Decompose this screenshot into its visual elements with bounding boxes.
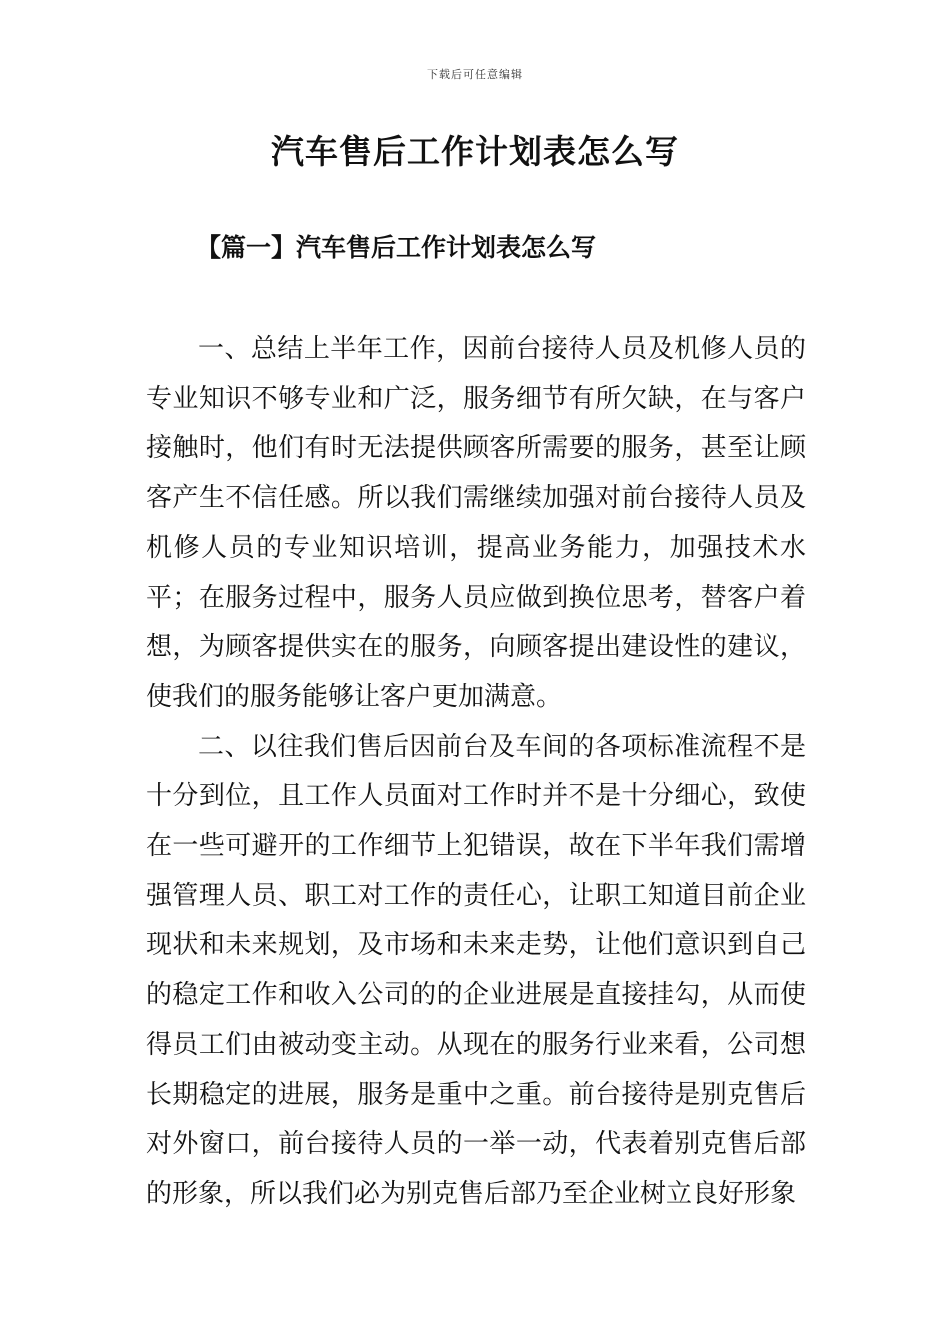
paragraph-2: 二、以往我们售后因前台及车间的各项标准流程不是十分到位，且工作人员面对工作时并不是十分细心，致使在一些可避开的工作细节上犯错误，故在下半年我们需增强管理人员、职工对工作的责任心，让职工知道目前企业现状和未来规划，及市场和未来走势，让他们意识到自己的稳定工作和收入公司的的企业进展是直接挂勾，从而使得员工们由被动变主动。从现在的服务行业来看，公司想长期稳定的进展，服务是重中之重。前台接待是别克售后对外窗口，前台接待人员的一举一动，代表着别克售后部的形象，所以我们必为别克售后部乃至企业树立良好形象 [146, 731, 806, 1209]
document-title: 汽车售后工作计划表怎么写 [271, 132, 679, 171]
section-heading: 【篇一】汽车售后工作计划表怎么写 [196, 233, 597, 262]
header-note: 下载后可任意编辑 [427, 68, 523, 81]
paragraph-1: 一、总结上半年工作，因前台接待人员及机修人员的专业知识不够专业和广泛，服务细节有所欠缺，在与客户接触时，他们有时无法提供顾客所需要的服务，甚至让顾客产生不信任感。所以我们需继续加强对前台接待人员及机修人员的专业知识培训，提高业务能力，加强技术水平；在服务过程中，服务人员应做到换位思考，替客户着想，为顾客提供实在的服务，向顾客提出建设性的建议，使我们的服务能够让客户更加满意。 [146, 334, 806, 712]
document-body [146, 325, 806, 1220]
